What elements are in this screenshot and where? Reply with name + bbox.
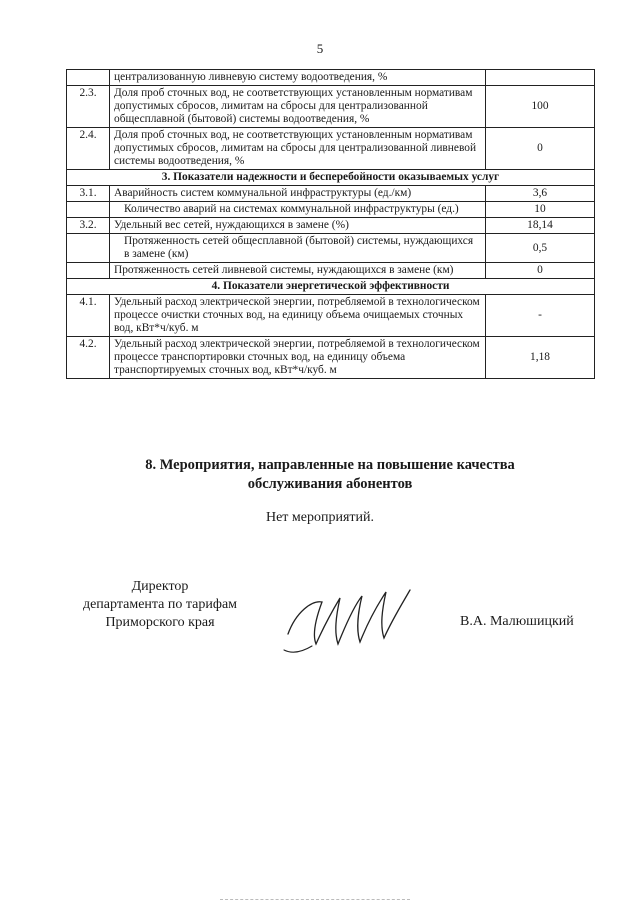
indicators-table [66,69,595,379]
indicator-description: Удельный вес сетей, нуждающихся в замене (%) [110,218,486,234]
table-row [67,86,595,128]
indicator-value: 100 [486,86,595,128]
page-number: 5 [316,41,324,56]
indicator-number [67,202,110,218]
table-row [67,70,595,86]
signer-title-line1: Директор [131,579,189,594]
indicator-description: Протяженность сетей ливневой системы, нуждающихся в замене (км) [110,263,486,279]
section-8-heading-line1: 8. Мероприятия, направленные на повышение качества [145,457,515,473]
indicator-description: Доля проб сточных вод, не соответствующих установленным нормативам допустимых сбросов, лимитам на сбросы для централизованной ливневой системы водоотведения, % [110,128,486,170]
signer-title-line2: департамента по тарифам [82,597,238,612]
indicator-description: Удельный расход электрической энергии, потребляемой в технологическом процессе очистки сточных вод, на единицу объема очищаемых сточных вод, кВт*ч/куб. м [110,295,486,337]
table-row [67,202,595,218]
table-row [67,263,595,279]
indicator-number: 4.1. [67,295,110,337]
indicator-description: Аварийность систем коммунальной инфраструктуры (ед./км) [110,186,486,202]
table-row [67,337,595,379]
indicator-value [486,70,595,86]
indicator-description: Доля проб сточных вод, не соответствующих установленным нормативам допустимых сбросов, лимитам на сбросы для централизованной общесплавной (бытовой) системы водоотведения, % [110,86,486,128]
section-header-row [67,170,595,186]
indicator-number: 2.4. [67,128,110,170]
signer-title [60,578,260,632]
section-title: 4. Показатели энергетической эффективности [67,279,595,295]
signer-name: В.А. Малюшицкий [460,614,574,629]
no-measures-note: Нет мероприятий. [265,510,375,525]
indicator-number [67,263,110,279]
section-8-heading [90,456,570,494]
indicator-description: Удельный расход электрической энергии, потребляемой в технологическом процессе транспортировки сточных вод, на единицу объема транспортируемых сточных вод, кВт*ч/куб. м [110,337,486,379]
table-row [67,234,595,263]
signer-title-line3: Приморского края [105,615,215,630]
indicator-number [67,70,110,86]
indicator-number: 2.3. [67,86,110,128]
indicator-description: Количество аварий на системах коммунальной инфраструктуры (ед.) [110,202,486,218]
indicator-description: централизованную ливневую систему водоотведения, % [110,70,486,86]
indicator-value: 18,14 [486,218,595,234]
table-row [67,295,595,337]
indicator-value: 0 [486,128,595,170]
indicator-number: 3.2. [67,218,110,234]
table-row [67,186,595,202]
indicator-value: 0 [486,263,595,279]
indicator-value: 10 [486,202,595,218]
indicator-value: - [486,295,595,337]
section-8-heading-line2: обслуживания абонентов [247,476,413,492]
indicator-value: 0,5 [486,234,595,263]
table-row [67,218,595,234]
section-title: 3. Показатели надежности и бесперебойности оказываемых услуг [67,170,595,186]
handwritten-signature [282,582,417,662]
indicator-value: 1,18 [486,337,595,379]
indicator-number: 3.1. [67,186,110,202]
scan-artifact-line [220,899,410,902]
indicator-number: 4.2. [67,337,110,379]
indicator-number [67,234,110,263]
table-row [67,128,595,170]
indicator-description: Протяженность сетей общесплавной (бытовой) системы, нуждающихся в замене (км) [110,234,486,263]
section-header-row [67,279,595,295]
indicator-value: 3,6 [486,186,595,202]
